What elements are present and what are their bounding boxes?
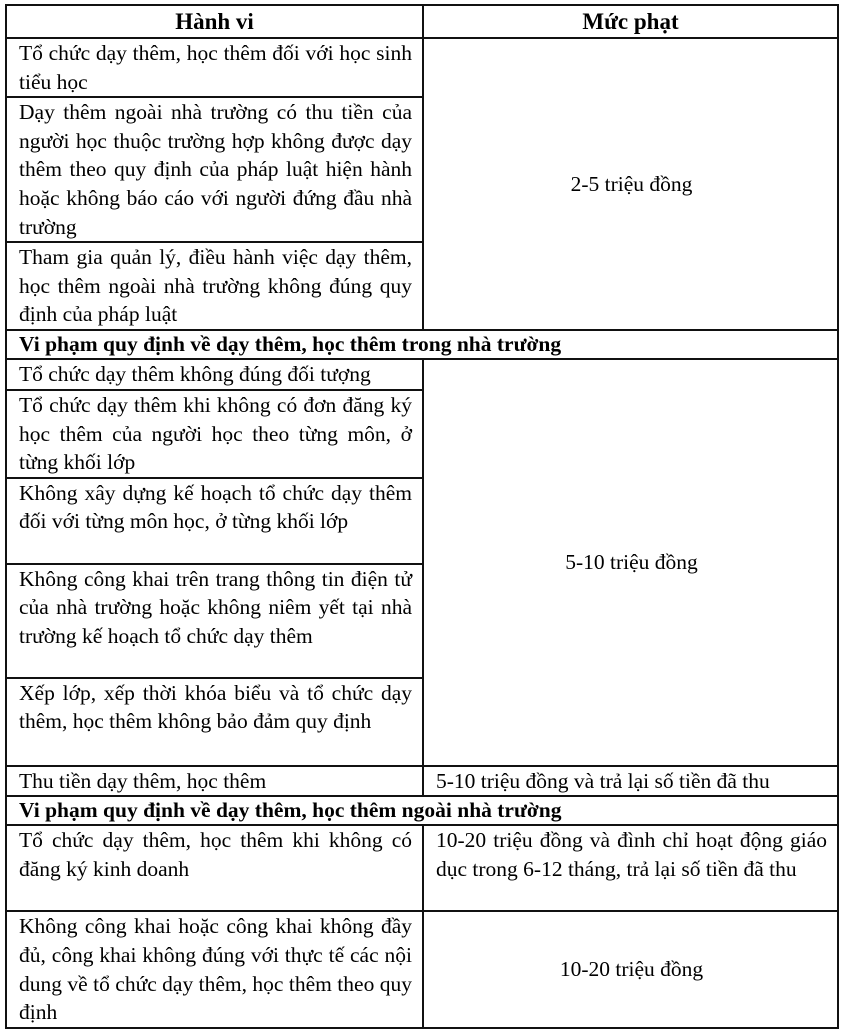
behavior-cell: Tổ chức dạy thêm, học thêm khi không có đăng ký kinh doanh xyxy=(6,825,423,911)
behavior-cell: Tổ chức dạy thêm, học thêm đối với học sinh tiểu học xyxy=(6,38,423,97)
section-title-out-school: Vi phạm quy định về dạy thêm, học thêm ngoài nhà trường xyxy=(6,796,838,825)
behavior-cell: Không xây dựng kế hoạch tổ chức dạy thêm đối với từng môn học, ở từng khối lớp xyxy=(6,478,423,564)
behavior-cell: Tham gia quản lý, điều hành việc dạy thêm, học thêm ngoài nhà trường không đúng quy định của pháp luật xyxy=(6,242,423,330)
penalty-cell: 10-20 triệu đồng xyxy=(423,911,838,1027)
penalty-cell: 2-5 triệu đồng xyxy=(423,38,838,330)
table-row xyxy=(6,38,838,97)
penalty-table-container xyxy=(5,4,837,1029)
behavior-cell: Tổ chức dạy thêm không đúng đối tượng xyxy=(6,359,423,390)
header-row xyxy=(6,5,838,38)
header-behavior: Hành vi xyxy=(6,5,423,38)
header-penalty: Mức phạt xyxy=(423,5,838,38)
penalty-table xyxy=(5,4,839,1029)
section-title-in-school: Vi phạm quy định về dạy thêm, học thêm trong nhà trường xyxy=(6,330,838,359)
behavior-cell: Thu tiền dạy thêm, học thêm xyxy=(6,766,423,797)
table-row xyxy=(6,825,838,911)
behavior-cell: Tổ chức dạy thêm khi không có đơn đăng ký học thêm của người học theo từng môn, ở từng khối lớp xyxy=(6,390,423,478)
behavior-cell: Không công khai hoặc công khai không đầy đủ, công khai không đúng với thực tế các nội dung về tổ chức dạy thêm, học thêm theo quy định xyxy=(6,911,423,1027)
section-header-row xyxy=(6,796,838,825)
table-row xyxy=(6,911,838,1027)
behavior-cell: Dạy thêm ngoài nhà trường có thu tiền của người học thuộc trường hợp không được dạy thêm theo quy định của pháp luật hiện hành hoặc không báo cáo với người đứng đầu nhà trường xyxy=(6,97,423,242)
penalty-cell: 10-20 triệu đồng và đình chỉ hoạt động giáo dục trong 6-12 tháng, trả lại số tiền đã thu xyxy=(423,825,838,911)
table-row xyxy=(6,766,838,797)
behavior-cell: Xếp lớp, xếp thời khóa biểu và tổ chức dạy thêm, học thêm không bảo đảm quy định xyxy=(6,678,423,766)
penalty-cell: 5-10 triệu đồng và trả lại số tiền đã thu xyxy=(423,766,838,797)
section-header-row xyxy=(6,330,838,359)
table-row xyxy=(6,359,838,390)
penalty-cell: 5-10 triệu đồng xyxy=(423,359,838,766)
behavior-cell: Không công khai trên trang thông tin điện tử của nhà trường hoặc không niêm yết tại nhà trường kế hoạch tổ chức dạy thêm xyxy=(6,564,423,678)
